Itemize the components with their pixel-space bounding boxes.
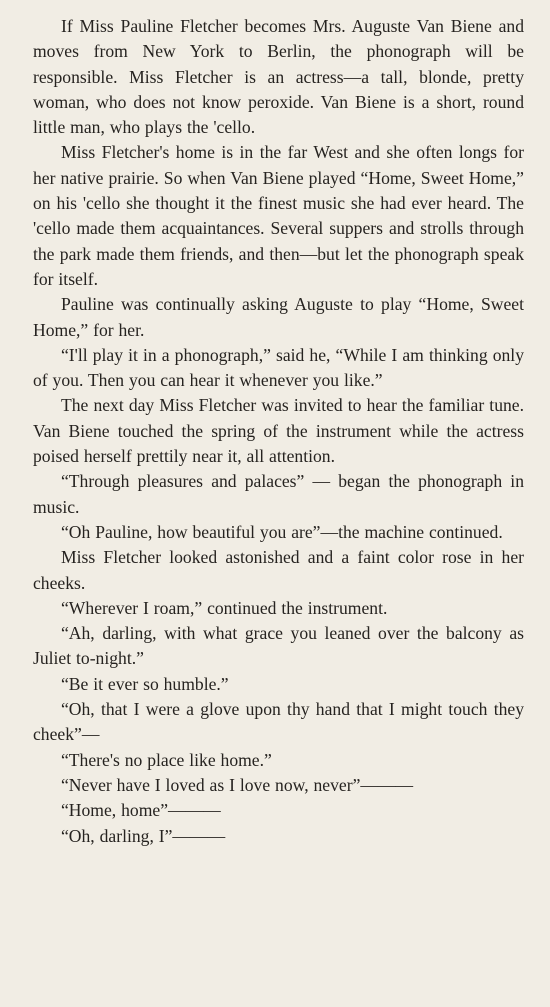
- paragraph-7: “Oh Pauline, how beautiful you are”—the machine continued.: [61, 521, 503, 542]
- paragraph-4: “I'll play it in a phonograph,” said he, “While I am thinking only of you. Then you can hear it whenever you like.”: [33, 344, 524, 391]
- paragraph-10: “Ah, darling, with what grace you leaned over the balcony as Juliet to-night.”: [33, 623, 524, 669]
- paragraph-6: “Through pleasures and palaces” — began the phonograph in music.: [33, 471, 524, 517]
- paragraph-2: Miss Fletcher's home is in the far West and she often longs for her native prairie. So when Van Biene played “Home, Sweet Home,” on his 'cello she thought it the finest music she had ever heard. The 'cello made them acquaintances. Several suppers and strolls through the park made them friends, and then—but let the phonograph speak for itself.: [33, 142, 524, 289]
- paragraph-13: “There's no place like home.”: [61, 749, 272, 770]
- paragraph-11: “Be it ever so humble.”: [61, 673, 229, 694]
- paragraph-8: Miss Fletcher looked astonished and a faint color rose in her cheeks.: [33, 547, 524, 593]
- paragraph-12: “Oh, that I were a glove upon thy hand that I might touch they cheek”—: [33, 699, 524, 745]
- paragraph-9: “Wherever I roam,” continued the instrument.: [61, 597, 388, 618]
- paragraph-1: If Miss Pauline Fletcher becomes Mrs. Auguste Van Biene and moves from New York to Berlin, the phonograph will be responsible. Miss Fletcher is an actress—a tall, blonde, pretty woman, who does not know peroxide. Van Biene is a short, round little man, who plays the 'cello.: [33, 16, 524, 138]
- paragraph-16: “Oh, darling, I”———: [61, 825, 226, 846]
- paragraph-3: Pauline was continually asking Auguste to play “Home, Sweet Home,” for her.: [33, 294, 524, 340]
- paragraph-14: “Never have I loved as I love now, never”———: [61, 774, 414, 795]
- paragraph-5: The next day Miss Fletcher was invited to hear the familiar tune. Van Biene touched the spring of the instrument while the actress poised herself prettily near it, all attention.: [33, 395, 524, 467]
- paragraph-15: “Home, home”———: [61, 800, 221, 821]
